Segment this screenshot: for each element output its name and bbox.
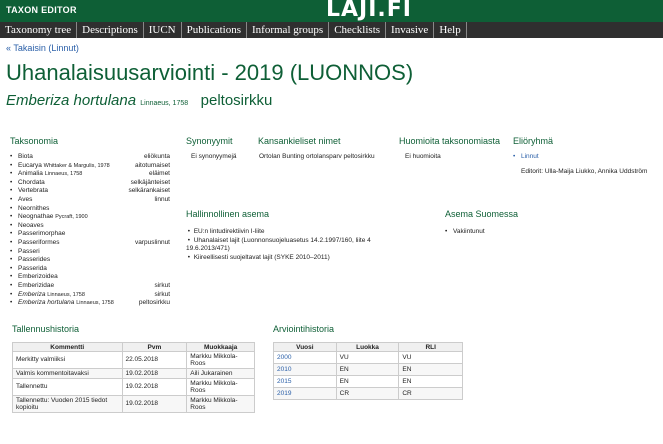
save-history-heading: Tallennushistoria (12, 324, 80, 334)
back-link[interactable]: « Takaisin (Linnut) (6, 43, 79, 53)
eval-history-year[interactable]: 2019 (274, 388, 337, 400)
finland-status-list (445, 228, 485, 237)
app-title: TAXON EDITOR (6, 5, 77, 15)
taxon-name: Vertebrata (18, 187, 48, 195)
col-editor: Muokkaaja (187, 343, 255, 352)
eval-history-row (274, 376, 463, 388)
nav-help[interactable]: Help (434, 22, 466, 38)
group-item-linnut[interactable]: • Linnut (513, 153, 539, 162)
top-bar (0, 0, 663, 22)
admin-list (186, 228, 371, 262)
taxonomy-item (10, 162, 170, 171)
taxonomy-item (10, 248, 170, 257)
taxon-author: Linnaeus, 1758 (44, 171, 83, 178)
taxon-vernacular: aitotumaiset (134, 161, 170, 169)
eval-history-table (273, 342, 463, 400)
taxonomy-item (10, 291, 170, 300)
save-history-editor: Markku Mikkola-Roos (187, 379, 255, 396)
synonyms-heading: Synonyymit (186, 136, 233, 146)
taxon-name: Emberizidae (18, 281, 55, 289)
eval-history-rli: VU (399, 352, 463, 364)
tax-notes-heading: Huomioita taksonomiasta (399, 136, 501, 146)
eval-history-rli: CR (399, 388, 463, 400)
save-history-date: 19.02.2018 (122, 379, 187, 396)
col-comment: Kommentti (13, 343, 123, 352)
taxon-name: Passerimorphae (18, 230, 66, 238)
eval-history-class: EN (336, 364, 399, 376)
taxon-name: Aves (18, 195, 33, 203)
eval-history-row (274, 352, 463, 364)
taxon-name: Emberizoidea (18, 273, 58, 281)
species-scientific-name: Emberiza hortulana (6, 92, 137, 109)
eval-history-class: VU (336, 352, 399, 364)
taxon-vernacular: peltosirkku (138, 299, 170, 307)
taxon-author: Linnaeus, 1758 (76, 300, 114, 307)
taxon-name: Neognathae (18, 213, 54, 221)
group-list (513, 153, 539, 162)
taxon-name: Eucarya (18, 161, 42, 169)
col-year: Vuosi (274, 343, 337, 352)
nav-iucn[interactable]: IUCN (144, 22, 182, 38)
save-history-editor: Markku Mikkola-Roos (187, 352, 255, 369)
taxonomy-item (10, 239, 170, 248)
eval-history-year[interactable]: 2010 (274, 364, 337, 376)
page-title: Uhanalaisuusarviointi - 2019 (LUONNOS) (6, 60, 414, 85)
taxonomy-item (10, 256, 170, 265)
nav-taxonomy-tree[interactable]: Taxonomy tree (0, 22, 77, 38)
taxon-name: Emberiza (18, 290, 46, 298)
save-history-row (13, 379, 255, 396)
taxon-name: Neornithes (18, 204, 50, 212)
nav-publications[interactable]: Publications (182, 22, 247, 38)
species-vernacular-name: peltosirkku (200, 92, 273, 109)
taxon-name: Passerides (18, 256, 51, 264)
taxonomy-list (10, 153, 170, 308)
taxon-author: Whittaker & Margulis, 1978 (43, 162, 110, 169)
group-editors: Editorit: Ulla-Maija Liukko, Annika Uddström (521, 168, 648, 175)
save-history-comment: Tallennettu: Vuoden 2015 tiedot kopioitu (13, 396, 123, 413)
taxonomy-item (10, 205, 170, 214)
tax-notes-value: Ei huomioita (405, 153, 441, 160)
taxonomy-item (10, 196, 170, 205)
taxon-name: Biota (18, 153, 33, 160)
save-history-date: 22.05.2018 (122, 352, 187, 369)
nav-checklists[interactable]: Checklists (329, 22, 386, 38)
taxon-name: Neoaves (18, 221, 44, 229)
admin-item: • Uhanalaiset lajit (Luonnonsuojeluasetus 14.2.1997/160, liite 4 (186, 236, 371, 244)
save-history-comment: Merkitty valmiiksi (13, 352, 123, 369)
eval-history-row (274, 364, 463, 376)
save-history-date: 19.02.2018 (122, 369, 187, 379)
save-history-table (12, 342, 255, 413)
taxon-vernacular: eläimet (149, 170, 170, 178)
admin-item-continued: 19.6.2013/471) (186, 245, 230, 253)
taxonomy-item (10, 213, 170, 222)
finland-status-heading: Asema Suomessa (445, 209, 519, 219)
vernacular-value: Ortolan Bunting ortolansparv peltosirkku (259, 153, 375, 160)
taxon-vernacular: sirkut (154, 290, 170, 298)
taxon-name: Passeri (18, 247, 40, 255)
taxonomy-item (10, 170, 170, 179)
nav-invasive[interactable]: Invasive (386, 22, 434, 38)
species-heading (6, 92, 272, 109)
save-history-row (13, 396, 255, 413)
eval-history-class: CR (336, 388, 399, 400)
taxonomy-item (10, 153, 170, 162)
col-date: Pvm (122, 343, 187, 352)
taxonomy-item (10, 187, 170, 196)
taxon-vernacular: linnut (154, 195, 170, 203)
taxon-vernacular: selkäjänteiset (130, 178, 170, 186)
col-class: Luokka (336, 343, 399, 352)
save-history-comment: Valmis kommentoitavaksi (13, 369, 123, 379)
col-rli: RLI (399, 343, 463, 352)
taxonomy-item (10, 179, 170, 188)
taxon-vernacular: sirkut (154, 281, 170, 289)
admin-item: • EU:n lintudirektiivin I-liite (186, 228, 265, 235)
taxon-vernacular: selkärankaiset (128, 187, 170, 195)
taxonomy-item (10, 273, 170, 282)
taxon-name: Emberiza hortulana (18, 299, 75, 307)
taxon-author: Linnaeus, 1758 (47, 291, 85, 298)
taxonomy-item (10, 230, 170, 239)
save-history-editor: Aili Jukarainen (187, 369, 255, 379)
taxon-author: Pycraft, 1900 (55, 214, 88, 221)
main-nav (0, 22, 663, 38)
nav-descriptions[interactable]: Descriptions (77, 22, 144, 38)
eval-history-class: EN (336, 376, 399, 388)
nav-informal-groups[interactable]: Informal groups (247, 22, 329, 38)
taxon-vernacular: eliökunta (143, 153, 170, 160)
eval-history-rli: EN (399, 376, 463, 388)
finland-status-item: • Vakiintunut (445, 228, 485, 237)
eval-history-year[interactable]: 2015 (274, 376, 337, 388)
species-author: Linnaeus, 1758 (140, 100, 189, 107)
group-heading: Eliöryhmä (513, 136, 554, 146)
eval-history-heading: Arviointihistoria (273, 324, 335, 334)
taxon-name: Animalia (18, 170, 43, 178)
laji-logo[interactable]: LAJI.FI (326, 0, 412, 22)
save-history-row (13, 369, 255, 379)
synonyms-value: Ei synonyymejä (191, 153, 237, 160)
taxonomy-item (10, 222, 170, 231)
save-history-row (13, 352, 255, 369)
admin-heading: Hallinnollinen asema (186, 209, 270, 219)
taxonomy-item (10, 299, 170, 308)
taxon-name: Chordata (18, 178, 45, 186)
vernacular-heading: Kansankieliset nimet (258, 136, 341, 146)
taxonomy-item (10, 265, 170, 274)
taxon-name: Passerida (18, 264, 47, 272)
eval-history-year[interactable]: 2000 (274, 352, 337, 364)
admin-item: • Kiireellisesti suojeltavat lajit (SYKE 2010–2011) (186, 253, 330, 261)
taxon-vernacular: varpuslinnut (134, 238, 170, 246)
save-history-editor: Markku Mikkola-Roos (187, 396, 255, 413)
taxon-name: Passeriformes (18, 238, 60, 246)
taxonomy-heading: Taksonomia (10, 136, 59, 146)
taxonomy-item (10, 282, 170, 291)
save-history-comment: Tallennettu (13, 379, 123, 396)
eval-history-row (274, 388, 463, 400)
eval-history-rli: EN (399, 364, 463, 376)
save-history-date: 19.02.2018 (122, 396, 187, 413)
